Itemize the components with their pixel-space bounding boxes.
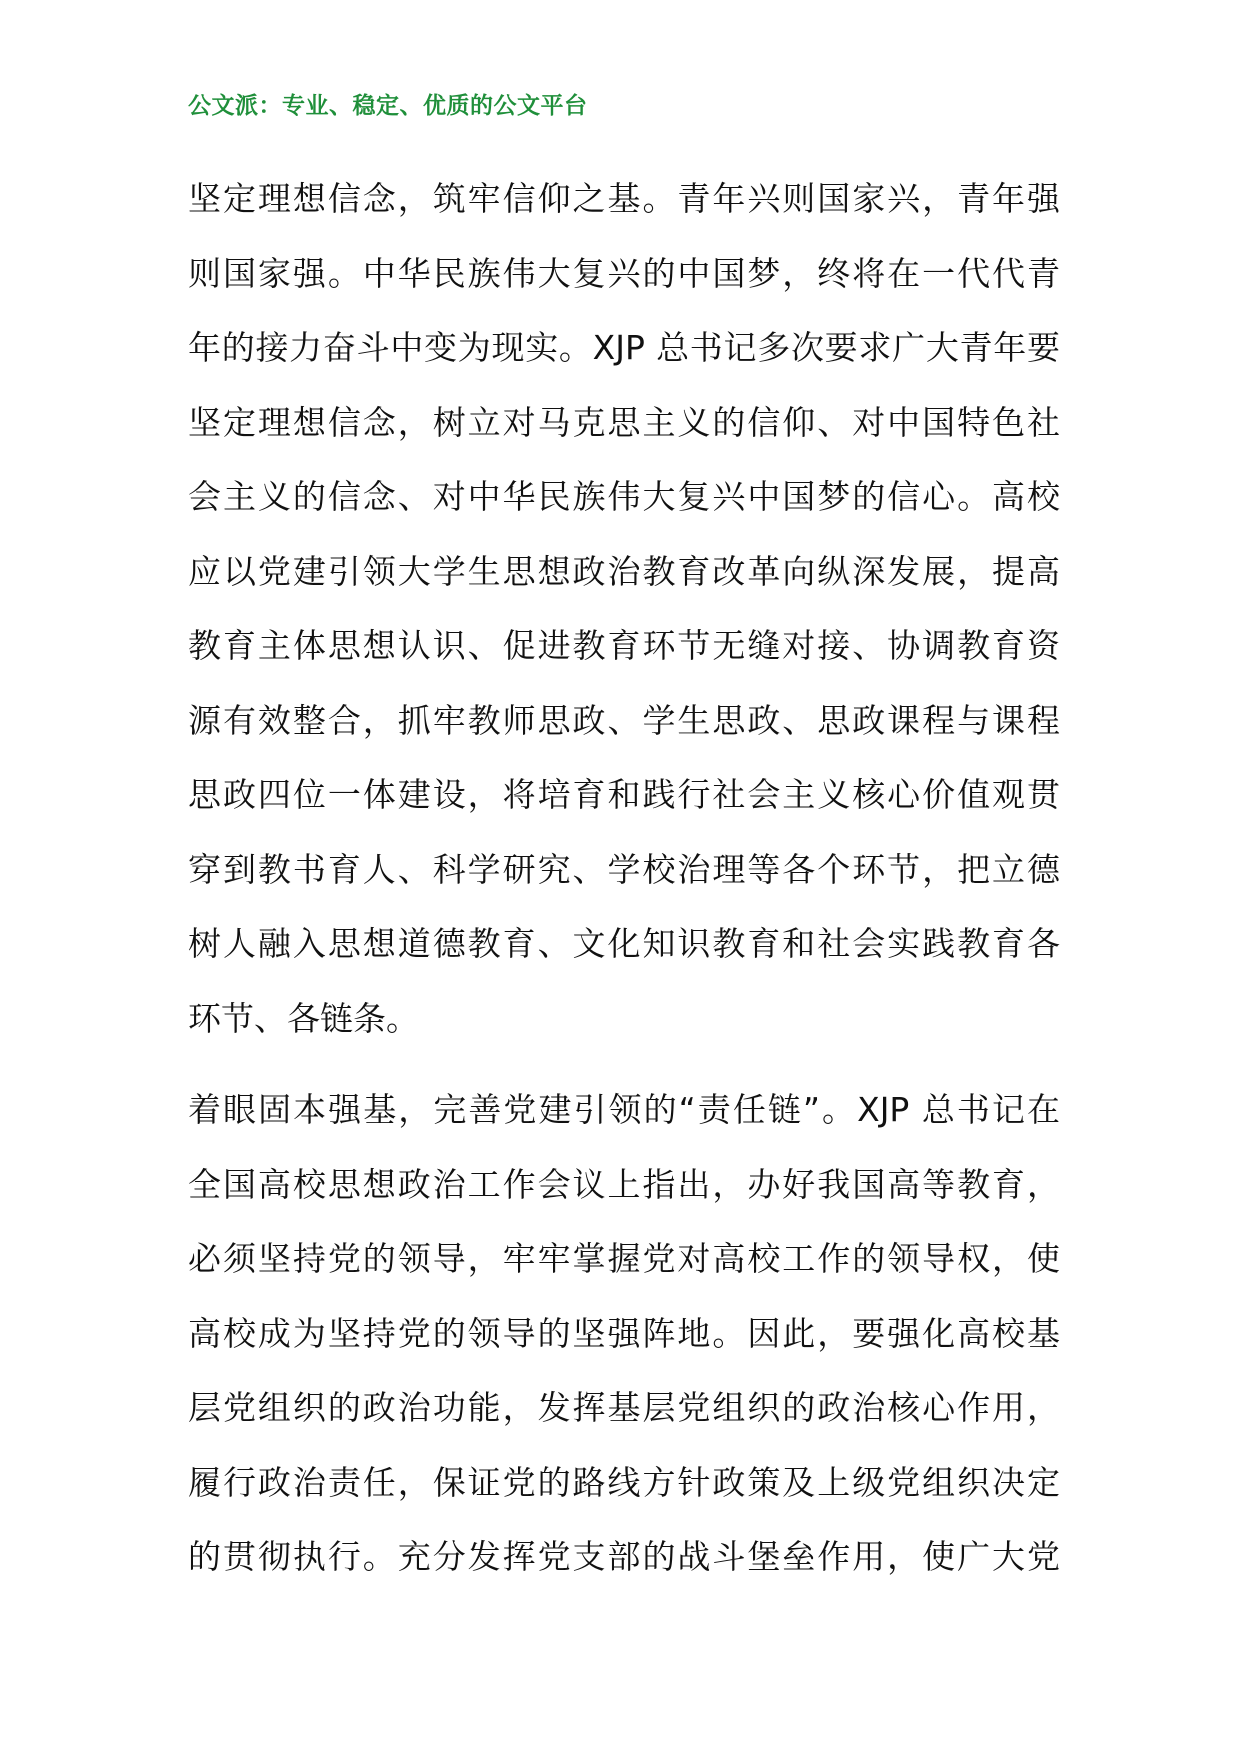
text-line: 穿到教书育人、科学研究、学校治理等各个环节，把立德 xyxy=(188,849,1060,889)
paragraph-1 xyxy=(188,162,1060,1056)
text-line: 应以党建引领大学生思想政治教育改革向纵深发展，提高 xyxy=(188,551,1060,591)
text-line: 的贯彻执行。充分发挥党支部的战斗堡垒作用，使广大党 xyxy=(188,1537,1060,1576)
header-title: 公文派：专业、稳定、优质的公文平台 xyxy=(188,92,588,119)
text-line: 履行政治责任，保证党的路线方针政策及上级党组织决定 xyxy=(188,1462,1060,1502)
text-line: 层党组织的政治功能，发挥基层党组织的政治核心作用， xyxy=(188,1388,1060,1427)
text-line: 则国家强。中华民族伟大复兴的中国梦，终将在一代代青 xyxy=(188,253,1060,293)
text-line: 坚定理想信念，树立对马克思主义的信仰、对中国特色社 xyxy=(188,402,1060,442)
body-text xyxy=(188,162,1060,1612)
text-line: 树人融入思想道德教育、文化知识教育和社会实践教育各 xyxy=(188,924,1060,963)
text-line: 必须坚持党的领导，牢牢掌握党对高校工作的领导权，使 xyxy=(188,1239,1060,1278)
text-line: 着眼固本强基，完善党建引领的“责任链”。XJP 总书记在 xyxy=(188,1090,1060,1129)
text-line: 会主义的信念、对中华民族伟大复兴中国梦的信心。高校 xyxy=(188,477,1060,516)
text-line: 全国高校思想政治工作会议上指出，办好我国高等教育， xyxy=(188,1164,1060,1204)
text-line: 教育主体思想认识、促进教育环节无缝对接、协调教育资 xyxy=(188,626,1060,665)
paragraph-2 xyxy=(188,1073,1060,1595)
text-line: 源有效整合，抓牢教师思政、学生思政、思政课程与课程 xyxy=(188,700,1060,740)
text-line: 高校成为坚持党的领导的坚强阵地。因此，要强化高校基 xyxy=(188,1313,1060,1353)
text-line: 思政四位一体建设，将培育和践行社会主义核心价值观贯 xyxy=(188,775,1060,814)
text-line: 环节、各链条。 xyxy=(188,998,419,1038)
text-line: 年的接力奋斗中变为现实。XJP 总书记多次要求广大青年要 xyxy=(188,328,1060,367)
text-line: 坚定理想信念，筑牢信仰之基。青年兴则国家兴，青年强 xyxy=(188,179,1060,218)
